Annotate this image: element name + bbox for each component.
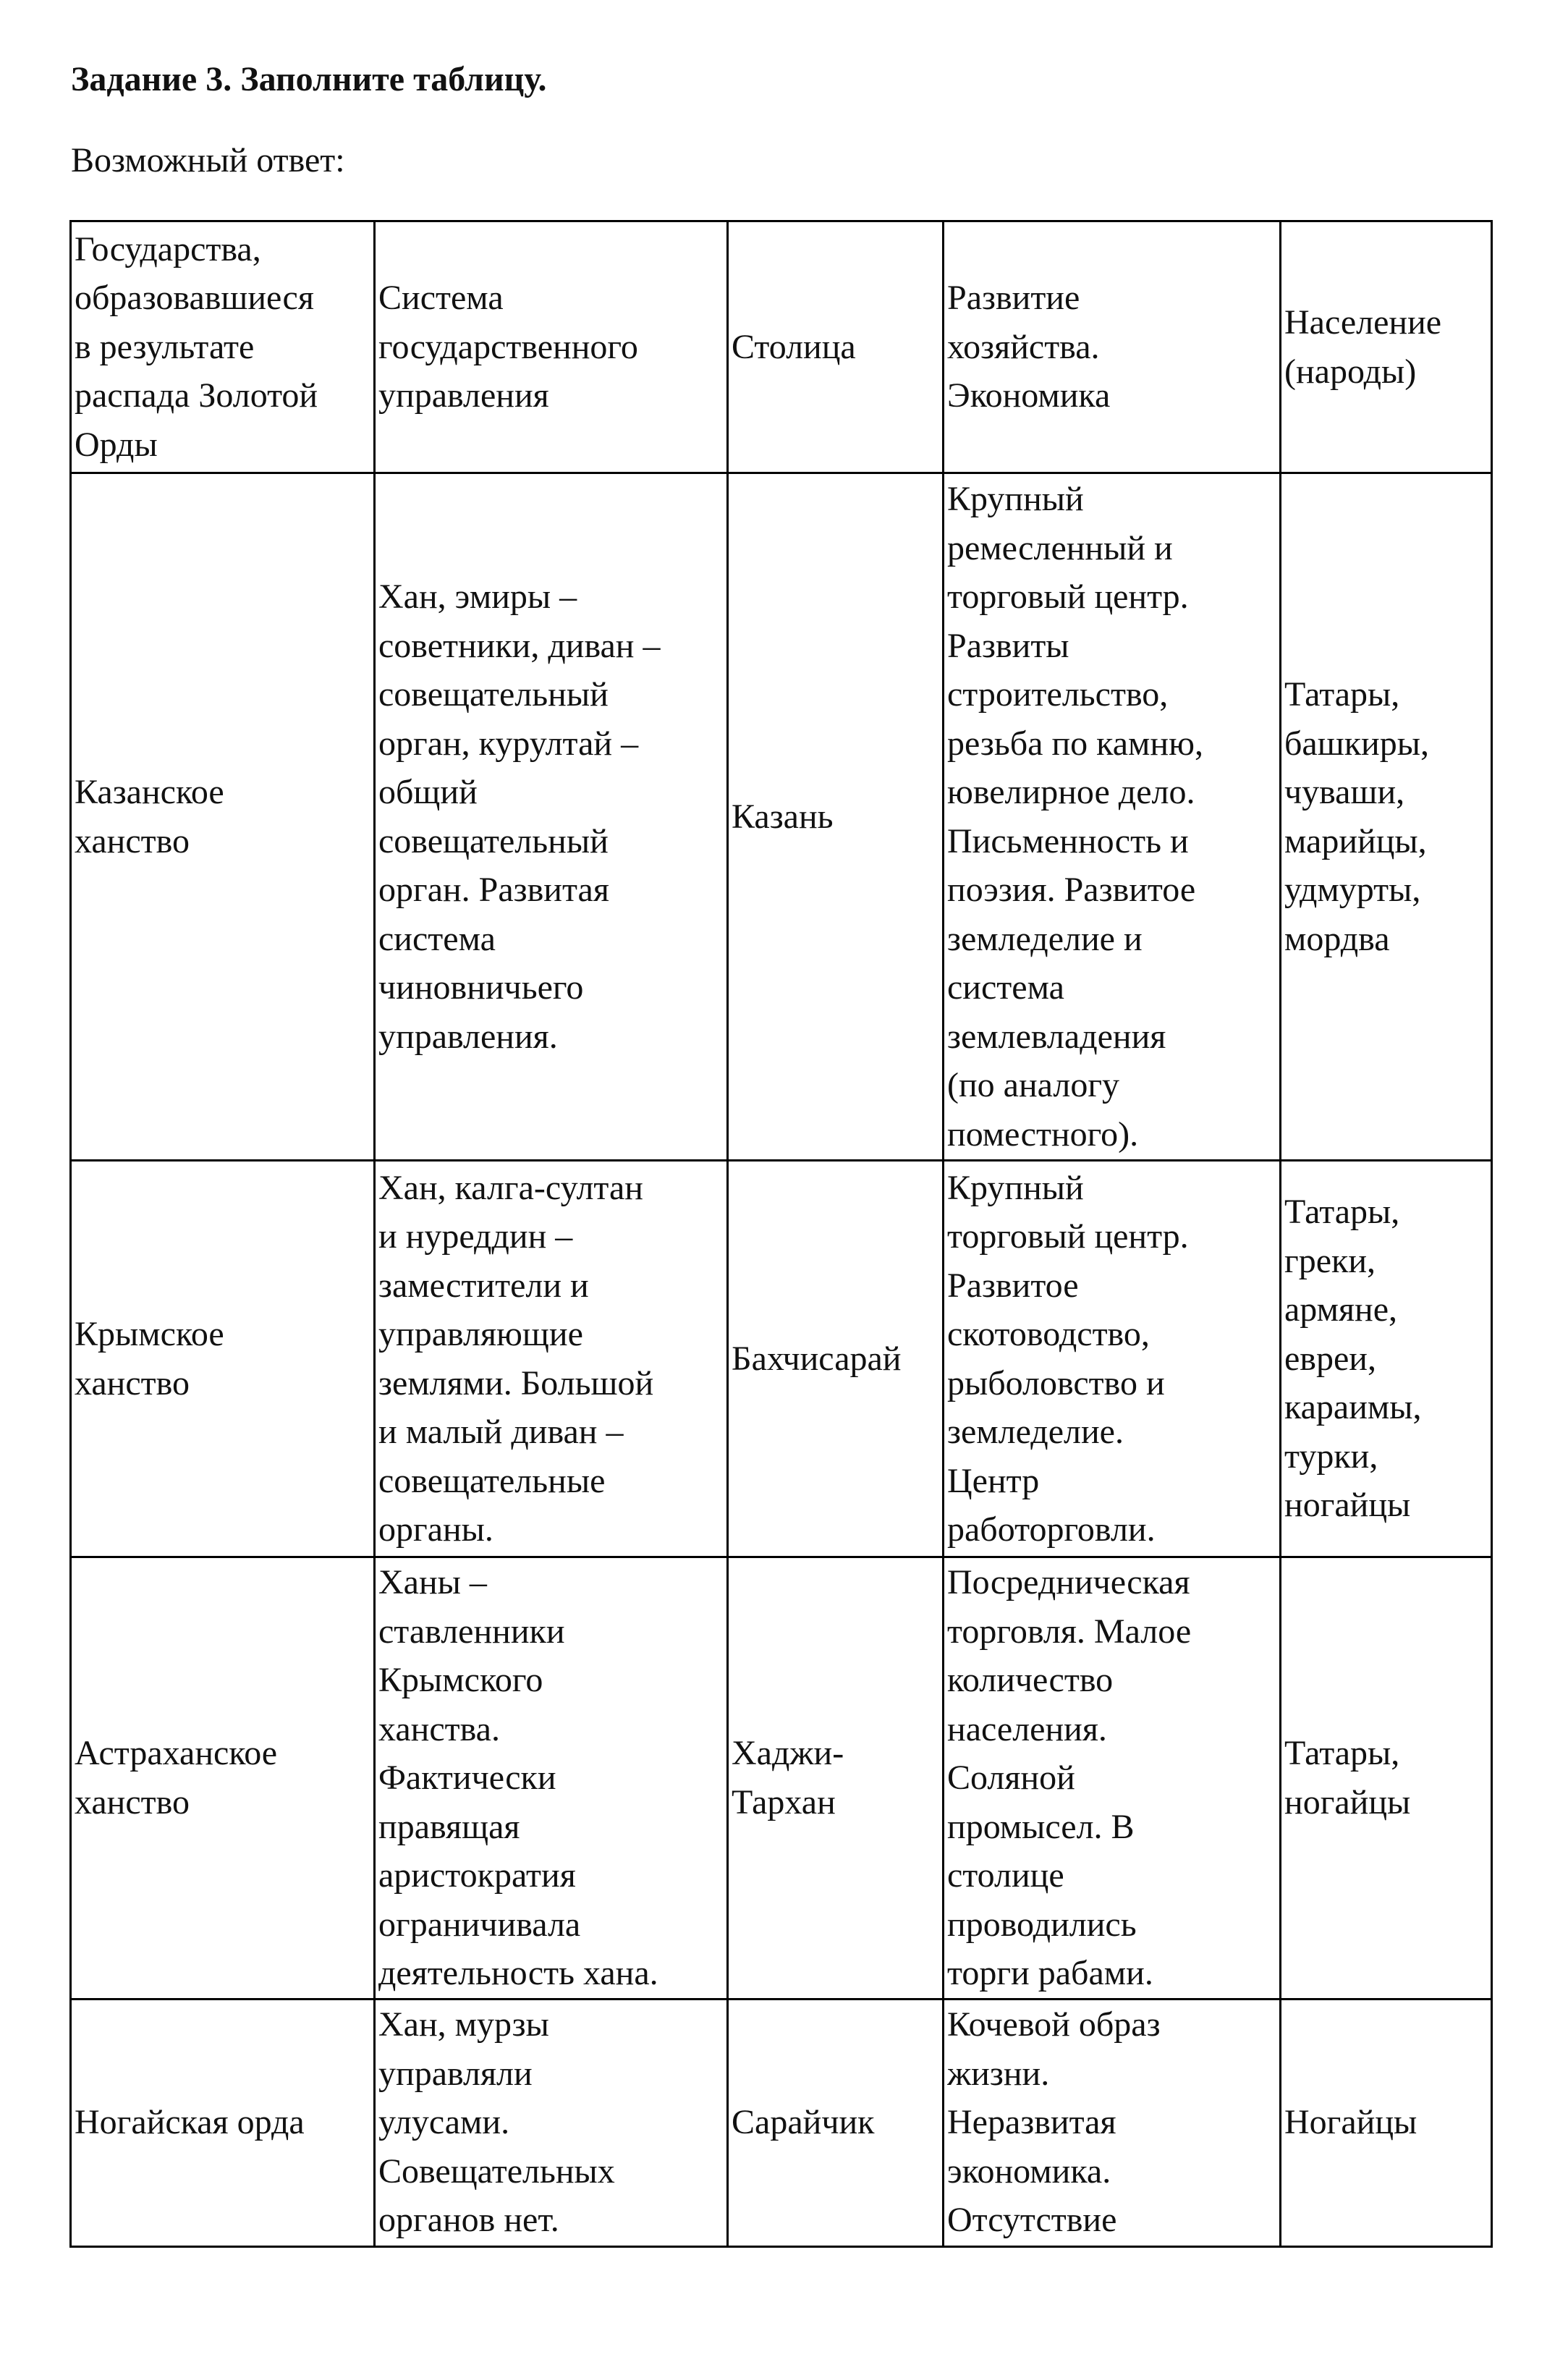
economy-cell: Крупный ремесленный и торговый центр. Развиты строительство, резьба по камню, ювелирное дело. Письменность и поэзия. Развитое земледелие и система землевладения (по аналогу поместного). bbox=[944, 473, 1281, 1161]
economy-cell: Посредническая торговля. Малое количество населения. Соляной промысел. В столице проводились торги рабами. bbox=[944, 1557, 1281, 2000]
table-row bbox=[71, 1161, 1492, 1557]
state-cell: Казанское ханство bbox=[71, 473, 375, 1161]
government-cell: Хан, эмиры – советники, диван – совещательный орган, курултай – общий совещательный орган. Развитая система чиновничьего управления. bbox=[375, 473, 728, 1161]
states-table bbox=[69, 220, 1493, 2248]
capital-cell: Хаджи- Тархан bbox=[728, 1557, 944, 2000]
table-header-row bbox=[71, 221, 1492, 473]
header-cell-capital: Столица bbox=[728, 221, 944, 473]
government-cell: Хан, калга-султан и нуреддин – заместители и управляющие землями. Большой и малый диван – совещательные органы. bbox=[375, 1161, 728, 1557]
task-title: Задание 3. Заполните таблицу. bbox=[71, 60, 547, 98]
table-row bbox=[71, 1999, 1492, 2246]
table-row bbox=[71, 1557, 1492, 2000]
economy-cell: Крупный торговый центр. Развитое скотоводство, рыболовство и земледелие. Центр работорговли. bbox=[944, 1161, 1281, 1557]
population-cell: Татары, греки, армяне, евреи, караимы, турки, ногайцы bbox=[1281, 1161, 1492, 1557]
header-cell-state: Государства, образовавшиеся в результате распада Золотой Орды bbox=[71, 221, 375, 473]
header-cell-economy: Развитие хозяйства. Экономика bbox=[944, 221, 1281, 473]
population-cell: Татары, ногайцы bbox=[1281, 1557, 1492, 2000]
state-cell: Крымское ханство bbox=[71, 1161, 375, 1557]
header-cell-population: Население (народы) bbox=[1281, 221, 1492, 473]
population-cell: Ногайцы bbox=[1281, 1999, 1492, 2246]
state-cell: Астраханское ханство bbox=[71, 1557, 375, 2000]
capital-cell: Сарайчик bbox=[728, 1999, 944, 2246]
table-row bbox=[71, 473, 1492, 1161]
capital-cell: Бахчисарай bbox=[728, 1161, 944, 1557]
economy-cell: Кочевой образ жизни. Неразвитая экономика. Отсутствие bbox=[944, 1999, 1281, 2246]
government-cell: Ханы – ставленники Крымского ханства. Фактически правящая аристократия ограничивала деятельность хана. bbox=[375, 1557, 728, 2000]
header-cell-government: Система государственного управления bbox=[375, 221, 728, 473]
population-cell: Татары, башкиры, чуваши, марийцы, удмурты, мордва bbox=[1281, 473, 1492, 1161]
capital-cell: Казань bbox=[728, 473, 944, 1161]
state-cell: Ногайская орда bbox=[71, 1999, 375, 2246]
government-cell: Хан, мурзы управляли улусами. Совещательных органов нет. bbox=[375, 1999, 728, 2246]
answer-label: Возможный ответ: bbox=[71, 141, 345, 179]
